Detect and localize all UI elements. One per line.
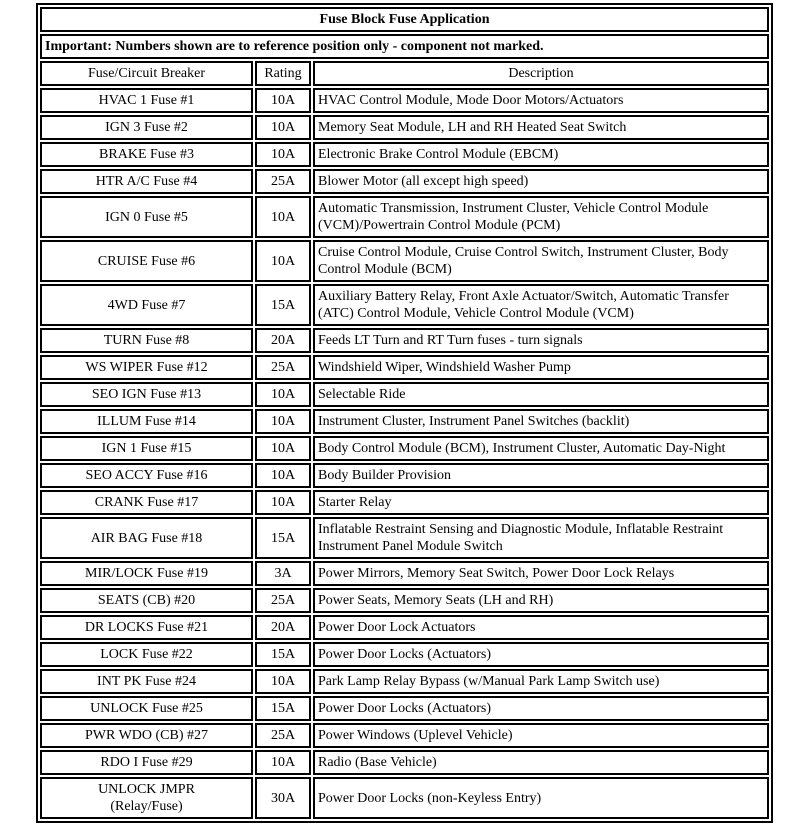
table-row bbox=[40, 561, 769, 586]
rating-cell: 25A bbox=[255, 355, 311, 380]
rating-cell: 25A bbox=[255, 588, 311, 613]
rating-cell: 10A bbox=[255, 409, 311, 434]
fuse-cell: CRUISE Fuse #6 bbox=[40, 240, 253, 282]
fuse-cell: SEATS (CB) #20 bbox=[40, 588, 253, 613]
description-cell: HVAC Control Module, Mode Door Motors/Actuators bbox=[313, 88, 769, 113]
fuse-cell: TURN Fuse #8 bbox=[40, 328, 253, 353]
rating-cell: 20A bbox=[255, 328, 311, 353]
table-row bbox=[40, 723, 769, 748]
description-cell: Auxiliary Battery Relay, Front Axle Actuator/Switch, Automatic Transfer (ATC) Control Module, Vehicle Control Module (VCM) bbox=[313, 284, 769, 326]
table-row bbox=[40, 409, 769, 434]
description-cell: Power Seats, Memory Seats (LH and RH) bbox=[313, 588, 769, 613]
title-row bbox=[40, 7, 769, 32]
table-row bbox=[40, 115, 769, 140]
table-row bbox=[40, 696, 769, 721]
fuse-cell: HVAC 1 Fuse #1 bbox=[40, 88, 253, 113]
rating-cell: 25A bbox=[255, 169, 311, 194]
table-row bbox=[40, 328, 769, 353]
table-row bbox=[40, 517, 769, 559]
description-cell: Park Lamp Relay Bypass (w/Manual Park Lamp Switch use) bbox=[313, 669, 769, 694]
description-cell: Windshield Wiper, Windshield Washer Pump bbox=[313, 355, 769, 380]
table-row bbox=[40, 490, 769, 515]
fuse-cell: DR LOCKS Fuse #21 bbox=[40, 615, 253, 640]
header-row bbox=[40, 61, 769, 86]
fuse-cell: RDO I Fuse #29 bbox=[40, 750, 253, 775]
fuse-cell: SEO ACCY Fuse #16 bbox=[40, 463, 253, 488]
description-cell: Instrument Cluster, Instrument Panel Switches (backlit) bbox=[313, 409, 769, 434]
description-cell: Automatic Transmission, Instrument Cluster, Vehicle Control Module (VCM)/Powertrain Control Module (PCM) bbox=[313, 196, 769, 238]
fuse-cell: MIR/LOCK Fuse #19 bbox=[40, 561, 253, 586]
table-title: Fuse Block Fuse Application bbox=[40, 7, 769, 32]
table-row bbox=[40, 284, 769, 326]
fuse-cell: LOCK Fuse #22 bbox=[40, 642, 253, 667]
description-cell: Radio (Base Vehicle) bbox=[313, 750, 769, 775]
fuse-cell: SEO IGN Fuse #13 bbox=[40, 382, 253, 407]
rating-cell: 10A bbox=[255, 463, 311, 488]
description-cell: Power Mirrors, Memory Seat Switch, Power Door Lock Relays bbox=[313, 561, 769, 586]
description-cell: Power Door Locks (Actuators) bbox=[313, 642, 769, 667]
note-row bbox=[40, 34, 769, 59]
description-cell: Blower Motor (all except high speed) bbox=[313, 169, 769, 194]
fuse-application-sheet bbox=[36, 3, 773, 823]
fuse-cell: PWR WDO (CB) #27 bbox=[40, 723, 253, 748]
rating-cell: 10A bbox=[255, 240, 311, 282]
column-header-description: Description bbox=[313, 61, 769, 86]
rating-cell: 15A bbox=[255, 517, 311, 559]
rating-cell: 10A bbox=[255, 382, 311, 407]
description-cell: Power Door Lock Actuators bbox=[313, 615, 769, 640]
description-cell: Selectable Ride bbox=[313, 382, 769, 407]
column-header-rating: Rating bbox=[255, 61, 311, 86]
fuse-cell: 4WD Fuse #7 bbox=[40, 284, 253, 326]
fuse-cell: INT PK Fuse #24 bbox=[40, 669, 253, 694]
rating-cell: 30A bbox=[255, 777, 311, 819]
table-row bbox=[40, 642, 769, 667]
fuse-table bbox=[36, 3, 773, 823]
description-cell: Cruise Control Module, Cruise Control Switch, Instrument Cluster, Body Control Module (BCM) bbox=[313, 240, 769, 282]
fuse-cell: IGN 3 Fuse #2 bbox=[40, 115, 253, 140]
rating-cell: 10A bbox=[255, 490, 311, 515]
fuse-cell: UNLOCK JMPR (Relay/Fuse) bbox=[40, 777, 253, 819]
table-row bbox=[40, 436, 769, 461]
description-cell: Inflatable Restraint Sensing and Diagnostic Module, Inflatable Restraint Instrument Panel Module Switch bbox=[313, 517, 769, 559]
table-row bbox=[40, 615, 769, 640]
table-row bbox=[40, 777, 769, 819]
fuse-cell: ILLUM Fuse #14 bbox=[40, 409, 253, 434]
fuse-cell: IGN 1 Fuse #15 bbox=[40, 436, 253, 461]
description-cell: Body Control Module (BCM), Instrument Cluster, Automatic Day-Night bbox=[313, 436, 769, 461]
description-cell: Memory Seat Module, LH and RH Heated Seat Switch bbox=[313, 115, 769, 140]
table-row bbox=[40, 588, 769, 613]
table-row bbox=[40, 463, 769, 488]
rating-cell: 10A bbox=[255, 750, 311, 775]
table-row bbox=[40, 750, 769, 775]
fuse-cell: WS WIPER Fuse #12 bbox=[40, 355, 253, 380]
rating-cell: 10A bbox=[255, 196, 311, 238]
rating-cell: 20A bbox=[255, 615, 311, 640]
description-cell: Power Windows (Uplevel Vehicle) bbox=[313, 723, 769, 748]
rating-cell: 15A bbox=[255, 284, 311, 326]
fuse-cell: UNLOCK Fuse #25 bbox=[40, 696, 253, 721]
description-cell: Electronic Brake Control Module (EBCM) bbox=[313, 142, 769, 167]
fuse-cell: BRAKE Fuse #3 bbox=[40, 142, 253, 167]
column-header-fuse: Fuse/Circuit Breaker bbox=[40, 61, 253, 86]
fuse-cell: IGN 0 Fuse #5 bbox=[40, 196, 253, 238]
fuse-cell: AIR BAG Fuse #18 bbox=[40, 517, 253, 559]
rating-cell: 15A bbox=[255, 642, 311, 667]
description-cell: Power Door Locks (Actuators) bbox=[313, 696, 769, 721]
rating-cell: 10A bbox=[255, 669, 311, 694]
description-cell: Power Door Locks (non-Keyless Entry) bbox=[313, 777, 769, 819]
rating-cell: 25A bbox=[255, 723, 311, 748]
table-row bbox=[40, 142, 769, 167]
description-cell: Body Builder Provision bbox=[313, 463, 769, 488]
table-row bbox=[40, 196, 769, 238]
table-row bbox=[40, 240, 769, 282]
important-note: Important: Numbers shown are to reference position only - component not marked. bbox=[40, 34, 769, 59]
rating-cell: 10A bbox=[255, 436, 311, 461]
table-row bbox=[40, 88, 769, 113]
rating-cell: 10A bbox=[255, 88, 311, 113]
table-row bbox=[40, 355, 769, 380]
fuse-cell: HTR A/C Fuse #4 bbox=[40, 169, 253, 194]
fuse-cell: CRANK Fuse #17 bbox=[40, 490, 253, 515]
rating-cell: 15A bbox=[255, 696, 311, 721]
rating-cell: 3A bbox=[255, 561, 311, 586]
description-cell: Feeds LT Turn and RT Turn fuses - turn signals bbox=[313, 328, 769, 353]
table-row bbox=[40, 382, 769, 407]
rating-cell: 10A bbox=[255, 115, 311, 140]
description-cell: Starter Relay bbox=[313, 490, 769, 515]
table-row bbox=[40, 169, 769, 194]
table-row bbox=[40, 669, 769, 694]
rating-cell: 10A bbox=[255, 142, 311, 167]
